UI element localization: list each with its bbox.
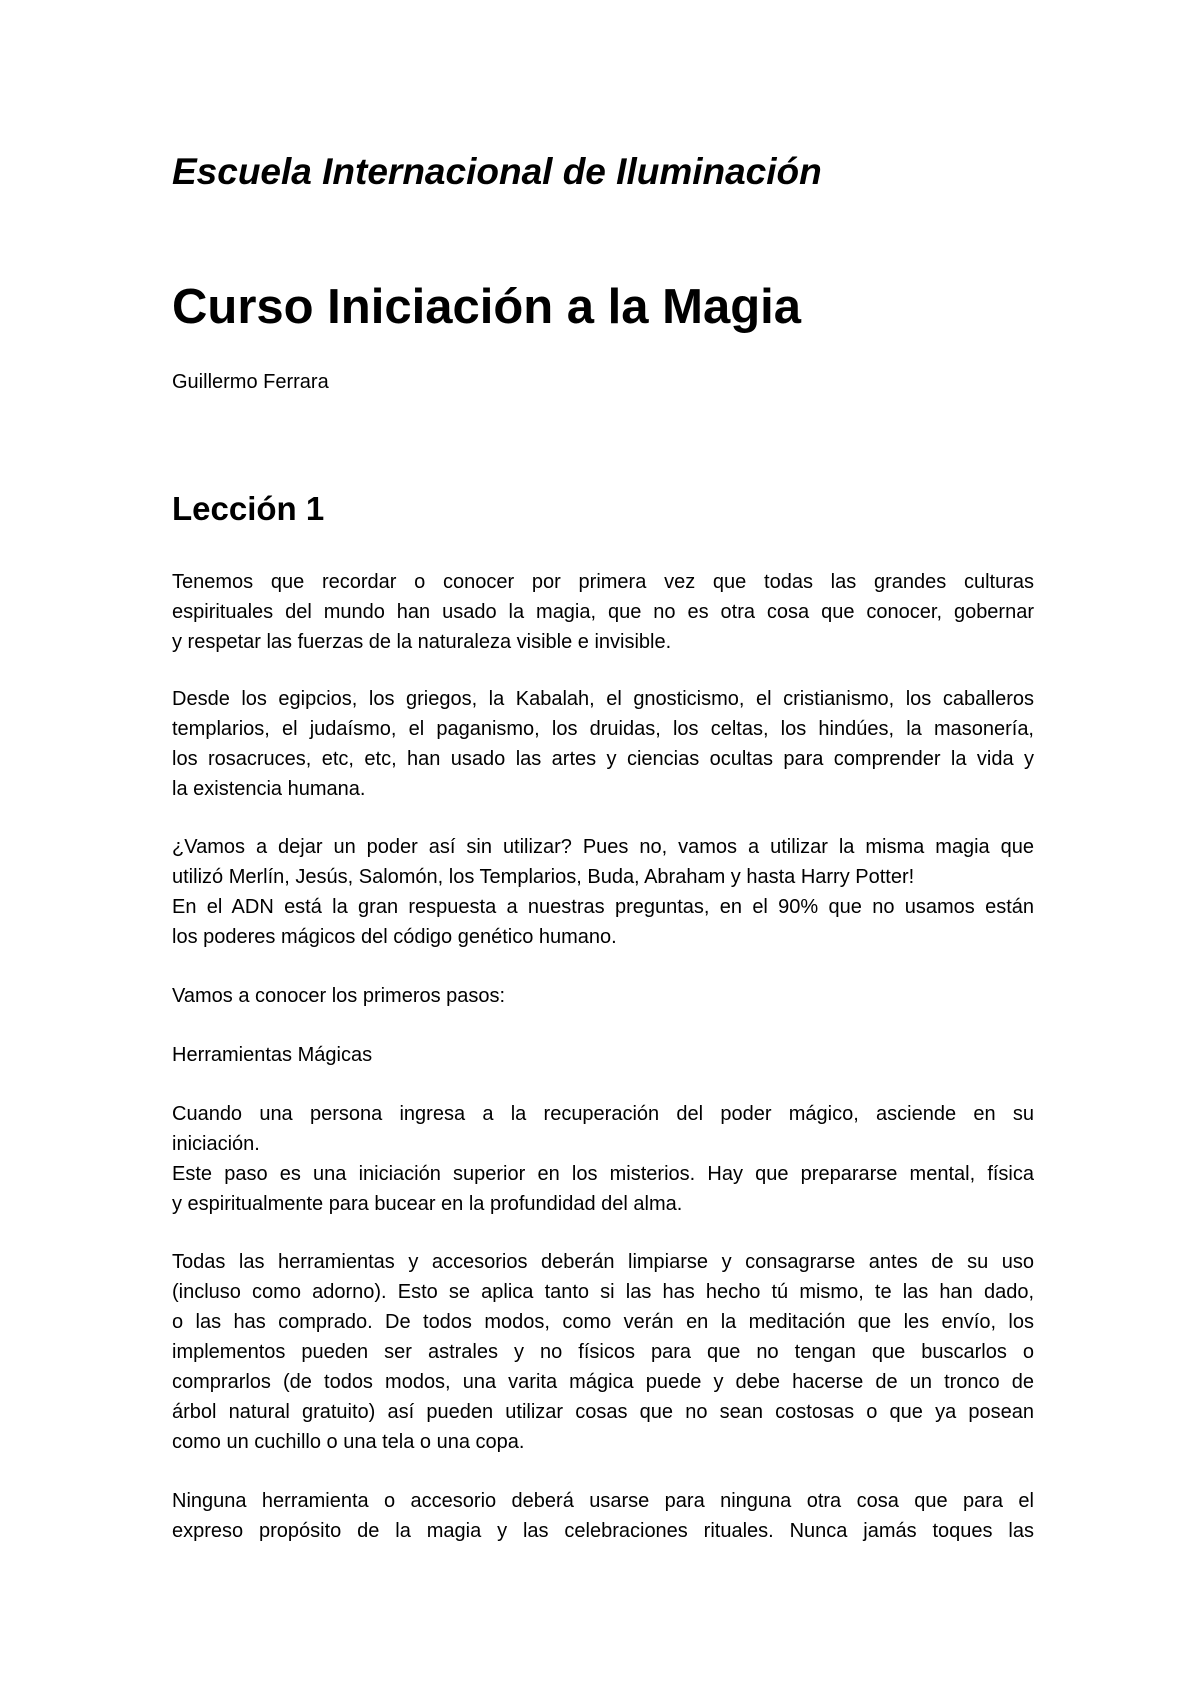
paragraph-line: Ninguna herramienta o accesorio deberá usarse para ninguna otra cosa que para el xyxy=(172,1490,1034,1512)
paragraph-line: y espiritualmente para bucear en la profundidad del alma. xyxy=(172,1193,683,1215)
paragraph-line: los poderes mágicos del código genético humano. xyxy=(172,926,617,948)
paragraph-line: iniciación. xyxy=(172,1133,260,1155)
paragraph-line: los rosacruces, etc, etc, han usado las artes y ciencias ocultas para comprender la vida y xyxy=(172,748,1034,770)
paragraph-line: o las has comprado. De todos modos, como verán en la meditación que les envío, los xyxy=(172,1311,1034,1333)
paragraph-line: y respetar las fuerzas de la naturaleza visible e invisible. xyxy=(172,631,672,653)
paragraph-4 xyxy=(172,981,1034,1011)
paragraph-line: árbol natural gratuito) así pueden utilizar cosas que no sean costosas o que ya posean xyxy=(172,1401,1034,1423)
course-title: Curso Iniciación a la Magia xyxy=(172,280,802,334)
paragraph-line: como un cuchillo o una tela o una copa. xyxy=(172,1431,525,1453)
paragraph-line: Este paso es una iniciación superior en los misterios. Hay que prepararse mental, física xyxy=(172,1163,1034,1185)
paragraph-line: expreso propósito de la magia y las celebraciones rituales. Nunca jamás toques las xyxy=(172,1520,1034,1542)
paragraph-line: implementos pueden ser astrales y no físicos para que no tengan que buscarlos o xyxy=(172,1341,1034,1363)
paragraph-line: la existencia humana. xyxy=(172,778,366,800)
paragraph-line: Todas las herramientas y accesorios deberán limpiarse y consagrarse antes de su uso xyxy=(172,1251,1034,1273)
paragraph-line: (incluso como adorno). Esto se aplica tanto si las has hecho tú mismo, te las han dado, xyxy=(172,1281,1034,1303)
author-name: Guillermo Ferrara xyxy=(172,371,329,393)
section-heading-herramientas xyxy=(172,1040,1034,1070)
paragraph-line: Tenemos que recordar o conocer por primera vez que todas las grandes culturas xyxy=(172,571,1034,593)
paragraph-line: templarios, el judaísmo, el paganismo, los druidas, los celtas, los hindúes, la masonería, xyxy=(172,718,1034,740)
paragraph-7 xyxy=(172,1247,1034,1457)
paragraph-line: ¿Vamos a dejar un poder así sin utilizar? Pues no, vamos a utilizar la misma magia que xyxy=(172,836,1034,858)
lesson-heading: Lección 1 xyxy=(172,490,325,527)
paragraph-2 xyxy=(172,684,1034,804)
paragraph-line: comprarlos (de todos modos, una varita mágica puede y debe hacerse de un tronco de xyxy=(172,1371,1034,1393)
paragraph-8 xyxy=(172,1486,1034,1546)
paragraph-line: utilizó Merlín, Jesús, Salomón, los Templarios, Buda, Abraham y hasta Harry Potter! xyxy=(172,866,915,888)
paragraph-3 xyxy=(172,832,1034,952)
paragraph-1 xyxy=(172,567,1034,657)
paragraph-line: Vamos a conocer los primeros pasos: xyxy=(172,985,506,1007)
paragraph-line: espirituales del mundo han usado la magia, que no es otra cosa que conocer, gobernar xyxy=(172,601,1034,623)
paragraph-6 xyxy=(172,1099,1034,1219)
paragraph-line: Herramientas Mágicas xyxy=(172,1044,373,1066)
paragraph-line: Cuando una persona ingresa a la recuperación del poder mágico, asciende en su xyxy=(172,1103,1034,1125)
school-name: Escuela Internacional de Iluminación xyxy=(172,151,822,192)
paragraph-line: Desde los egipcios, los griegos, la Kabalah, el gnosticismo, el cristianismo, los caballeros xyxy=(172,688,1034,710)
paragraph-line: En el ADN está la gran respuesta a nuestras preguntas, en el 90% que no usamos están xyxy=(172,896,1034,918)
